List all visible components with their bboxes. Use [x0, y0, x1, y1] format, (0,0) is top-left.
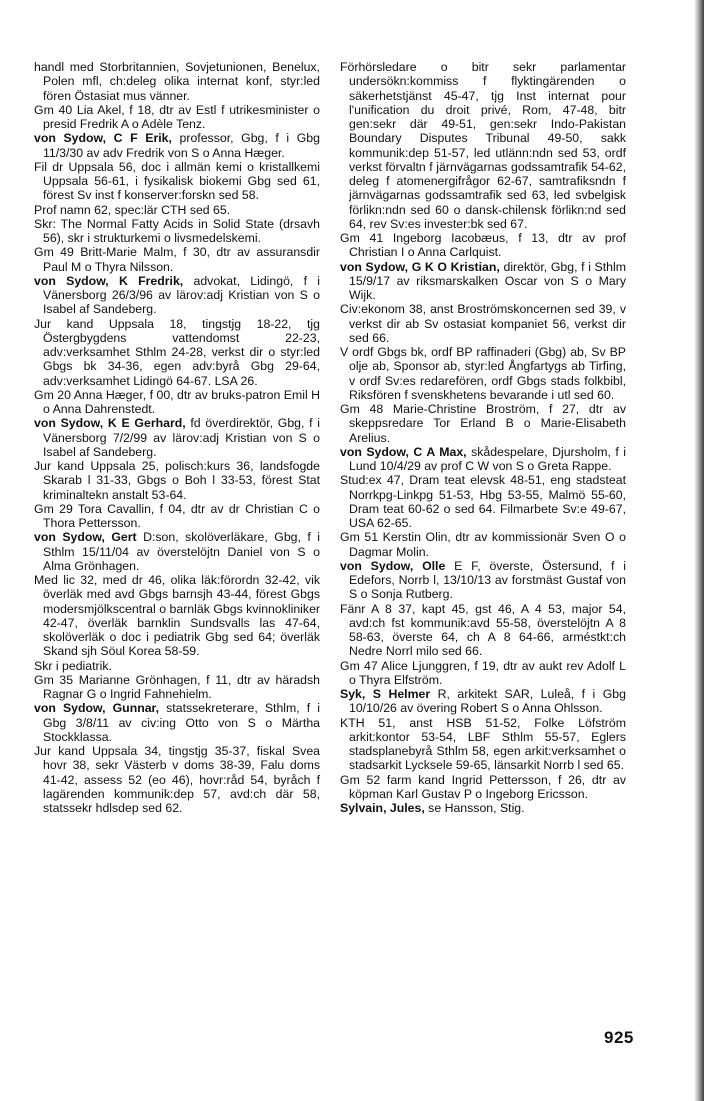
biography-paragraph — [34, 203, 320, 217]
entry-text: Gm 41 Ingeborg Iacobæus, f 13, dtr av prof Christian I o Anna Carlquist. — [340, 231, 626, 260]
biography-heading-entry — [34, 530, 320, 573]
entry-text: Jur kand Uppsala 25, polisch:kurs 36, landsfogde Skarab l 31-33, Gbgs o Boh l 33-53, förest Stat kriminaltekn anstalt 53-64. — [34, 459, 320, 502]
biography-heading-entry — [340, 445, 626, 474]
biography-paragraph — [340, 773, 626, 802]
biography-paragraph — [340, 60, 626, 231]
biography-paragraph — [340, 659, 626, 688]
biography-heading-entry — [340, 559, 626, 602]
biography-paragraph — [34, 502, 320, 531]
entry-text: Prof namn 62, spec:lär CTH sed 65. — [34, 202, 231, 217]
person-name: von Sydow, Gert — [34, 530, 137, 545]
page-edge-shadow — [694, 0, 704, 1101]
biography-paragraph — [34, 103, 320, 132]
biography-paragraph — [340, 402, 626, 445]
entry-text: E F, överste, Östersund, f i Edefors, Norrb l, 13/10/13 av forstmäst Gustaf von S o Sonja Rutberg. — [349, 558, 626, 602]
entry-text: Stud:ex 47, Dram teat elevsk 48-51, eng stadsteat Norrkpg-Linkpg 51-53, Hbg 53-55, Malmö 55-60, Dram teat 60-62 o sed 64. Filmarbete Sv:e 49-67, USA 62-65. — [340, 473, 626, 530]
person-name: von Sydow, K E Gerhard, — [34, 416, 186, 431]
entry-text: skådespelare, Djursholm, f i Lund 10/4/29 av prof C W von S o Greta Rappe. — [349, 444, 626, 473]
biography-paragraph — [34, 60, 320, 103]
entry-text: se Hansson, Stig. — [424, 801, 525, 815]
entry-text: Gm 40 Lia Akel, f 18, dtr av Estl f utrikesminister o presid Fredrik A o Adèle Tenz. — [34, 102, 320, 131]
entry-text: Gm 29 Tora Cavallin, f 04, dtr av dr Christian C o Thora Pettersson. — [34, 501, 320, 530]
entry-text: direktör, Gbg, f i Sthlm 15/9/17 av riksmarskalken Oscar von S o Mary Wijk. — [349, 259, 626, 302]
entry-text: Fil dr Uppsala 56, doc i allmän kemi o kristallkemi Uppsala 56-61, i fysikalisk biokemi Gbg sed 61, förest Sv inst f konserver:forskn sed 58. — [34, 159, 320, 203]
biography-heading-entry — [34, 416, 320, 459]
person-name: von Sydow, K Fredrik, — [34, 273, 184, 288]
biography-paragraph — [34, 673, 320, 702]
entry-text: Gm 35 Marianne Grönhagen, f 11, dtr av häradsh Ragnar G o Ingrid Fahnehielm. — [34, 672, 320, 701]
person-name: von Sydow, Gunnar, — [34, 701, 160, 716]
biography-paragraph — [34, 160, 320, 203]
person-name: von Sydow, G K O Kristian, — [340, 259, 500, 274]
left-column — [34, 60, 320, 815]
biography-paragraph — [34, 459, 320, 502]
biography-heading-entry — [34, 274, 320, 317]
biography-heading-entry — [34, 131, 320, 160]
entry-text: Jur kand Uppsala 18, tingstjg 18-22, tjg Östergbygdens vattendomst 22-23, adv:verksamhet Sthlm 24-28, verkst dir o styr:led Gbgs bk 34-36, egen adv:byrå Gbg 29-64, adv:verksamhet Lidingö 64-67. LSA 26. — [34, 316, 320, 388]
biography-paragraph — [340, 231, 626, 260]
person-name: Syk, S Helmer — [340, 687, 431, 701]
entry-text: Med lic 32, med dr 46, olika läk:förordn 32-42, vik överläk med avd Gbgs barnsjh 43-44, förest Gbgs modersmjölkscentral o barnläk Gbgs kvinnokliniker 42-47, överläk barnklin Sundsvalls las 47-64, skolöverläk o doc i pediatrik Gbg sed 64; överläk Skand sjh Söul Korea 58-59. — [34, 573, 320, 659]
biography-heading-entry — [340, 260, 626, 303]
biography-paragraph — [34, 245, 320, 274]
biography-paragraph — [340, 716, 626, 773]
entry-text: Skr i pediatrik. — [34, 658, 112, 673]
biography-paragraph — [340, 302, 626, 345]
entry-text: Civ:ekonom 38, anst Broströmskoncernen sed 39, v verkst dir ab Sv ostasiat kompaniet 56, verkst dir sed 66. — [340, 302, 626, 345]
entry-text: Gm 48 Marie-Christine Broström, f 27, dtr av skeppsredare Tor Erland B o Marie-Elisabeth Arelius. — [340, 402, 626, 445]
entry-text: Gm 51 Kerstin Olin, dtr av kommissionär Sven O o Dagmar Molin. — [340, 530, 626, 559]
biography-paragraph — [34, 744, 320, 815]
entry-text: Förhörsledare o bitr sekr parlamentar undersökn:kommiss f flyktingärenden o säkerhetstjänst 45-47, tjg Inst internat pour l'unification du droit privé, Rom, 47-48, bitr gen:sekr där 49-51, gen:sekr Indo-Pakistan Boundary Disputes Tribunal 49-50, sakk kommunik:dep 51-57, led utlänn:ndn sed 53, ordf verkst förvaltn f järnvägarnas godssamtrafik 54-62, deleg f atomenergifrågor 62-67, samtrafiksndn f järnvägarnas godssamtrafik sed 63, led svbelgisk förlikn:ndn sed 60 o dansk-chilensk förlikn:nd sed 64, rev Sv:es invester:bk sed 67. — [340, 60, 626, 231]
person-name: von Sydow, C F Erik, — [34, 131, 172, 146]
biography-paragraph — [34, 217, 320, 246]
biography-paragraph — [340, 530, 626, 559]
biography-paragraph — [34, 573, 320, 659]
entry-text: V ordf Gbgs bk, ordf BP raffinaderi (Gbg) ab, Sv BP olje ab, Sponsor ab, styr:led Ångfartygs ab Tirfing, v ordf Sv:es redarefören, ordf Gbgs stads folkbibl, Riksfören f svenskhetens bevarande i utl sed 60. — [340, 345, 626, 402]
biography-heading-entry — [34, 701, 320, 744]
biography-paragraph — [34, 659, 320, 673]
biography-heading-entry — [340, 687, 626, 716]
person-name: Sylvain, Jules, — [340, 801, 425, 815]
entry-text: Gm 20 Anna Hæger, f 00, dtr av bruks-patron Emil H o Anna Dahrenstedt. — [34, 387, 320, 416]
entry-text: Gm 52 farm kand Ingrid Pettersson, f 26, dtr av köpman Karl Gustav P o Ingeborg Ericsson. — [340, 772, 626, 801]
entry-text: Skr: The Normal Fatty Acids in Solid State (drsavh 56), skr i strukturkemi o livsmedelskemi. — [34, 216, 320, 245]
person-name: von Sydow, Olle — [340, 558, 446, 573]
entry-text: fd överdirektör, Gbg, f i Vänersborg 7/2/99 av lärov:adj Kristian von S o Isabel af Sandeberg. — [43, 416, 320, 459]
entry-text: Fänr A 8 37, kapt 45, gst 46, A 4 53, major 54, avd:ch fst kommunik:avd 55-58, överstelöjtn A 8 58-63, överste 64, ch A 8 64-66, arméstkt:ch Nedre Norrl milo sed 66. — [340, 601, 626, 659]
biography-paragraph — [34, 388, 320, 417]
entry-text: KTH 51, anst HSB 51-52, Folke Löfström arkit:kontor 53-54, LBF Sthlm 55-57, Eglers stadsplanebyrå Sthlm 58, egen arkit:verksamhet o stadsarkit Lycksele 59-65, länsarkit Norrb l sed 65. — [340, 715, 626, 773]
entry-text: professor, Gbg, f i Gbg 11/3/30 av adv Fredrik von S o Anna Hæger. — [43, 131, 320, 160]
biography-paragraph — [340, 345, 626, 402]
entry-text: D:son, skolöverläkare, Gbg, f i Sthlm 15/11/04 av överstelöjtn Daniel von S o Alma Grönhagen. — [43, 530, 320, 573]
right-column — [340, 60, 626, 815]
entry-text: Gm 49 Britt-Marie Malm, f 30, dtr av assuransdir Paul M o Thyra Nilsson. — [34, 245, 320, 274]
entry-text: Jur kand Uppsala 34, tingstjg 35-37, fiskal Svea hovr 38, sekr Västerb v doms 38-39, Falu doms 41-42, assess 52 (eo 46), hovr:råd 54, byråch f lagärenden kommunik:dep 57, avd:ch där 58, statssekr hdlsdep sed 62. — [34, 744, 320, 815]
page-number: 925 — [604, 1028, 634, 1047]
entry-text: advokat, Lidingö, f i Vänersborg 26/3/96 av lärov:adj Kristian von S o Isabel af Sandeberg. — [43, 273, 320, 317]
biography-paragraph — [340, 473, 626, 530]
person-name: von Sydow, C A Max, — [340, 444, 467, 459]
entry-text: Gm 47 Alice Ljunggren, f 19, dtr av aukt rev Adolf L o Thyra Elfström. — [340, 658, 626, 687]
biography-paragraph — [34, 317, 320, 388]
entry-text: R, arkitekt SAR, Luleå, f i Gbg 10/10/26 av övering Robert S o Anna Ohlsson. — [349, 687, 626, 716]
biography-paragraph — [340, 602, 626, 659]
entry-text: statssekreterare, Sthlm, f i Gbg 3/8/11 av civ:ing Otto von S o Märtha Stockklassa. — [43, 701, 320, 744]
biography-heading-entry — [340, 801, 626, 815]
entry-text: handl med Storbritannien, Sovjetunionen, Benelux, Polen mfl, ch:deleg olika internat konf, styr:led fören Östasiat mus vänner. — [34, 60, 320, 103]
